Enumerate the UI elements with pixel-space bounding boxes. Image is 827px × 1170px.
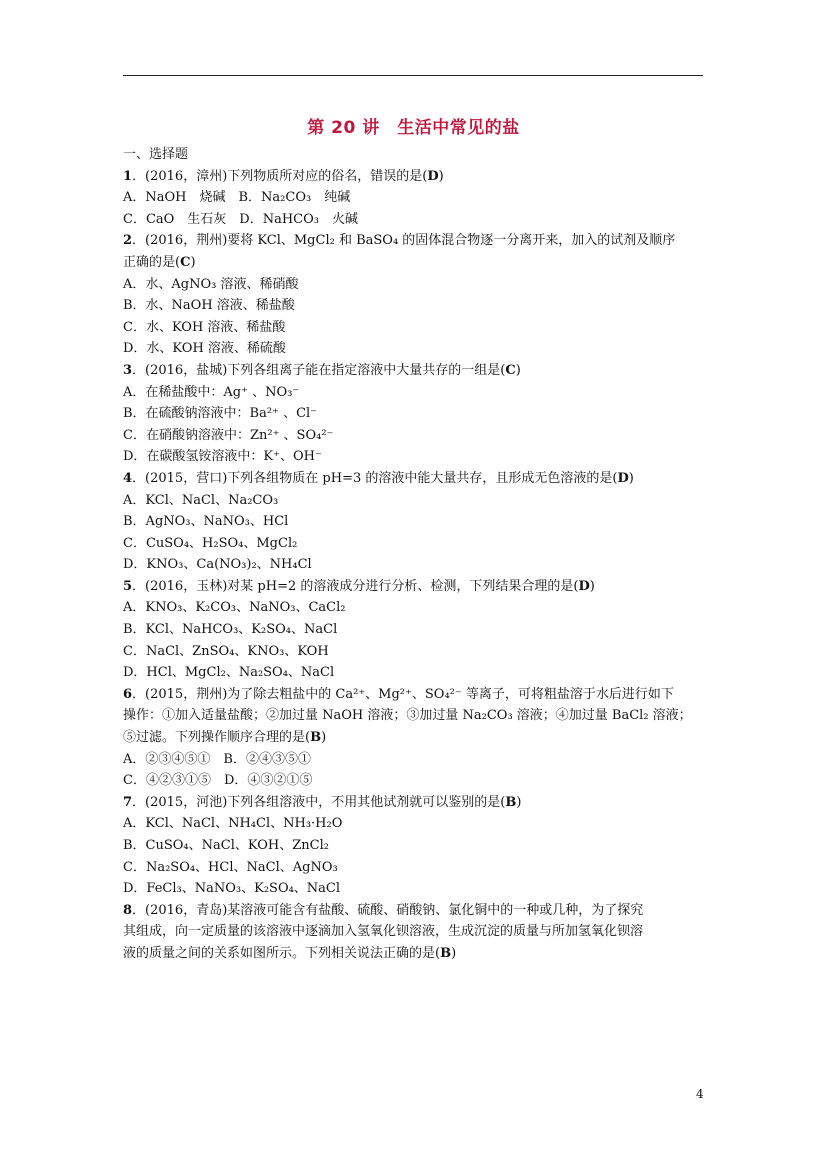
question-number: 3 [123, 362, 133, 378]
option-line: B．CuSO₄、NaCl、KOH、ZnCl₂ [123, 838, 329, 853]
option-line: D．HCl、MgCl₂、Na₂SO₄、NaCl [123, 665, 335, 681]
answer-letter: D [578, 578, 590, 594]
option-line: C．CaO 生石灰 D．NaHCO₃ 火碱 [123, 211, 359, 227]
option-line: A．NaOH 烧碱 B．Na₂CO₃ 纯碱 [123, 190, 351, 206]
option-line: B．KCl、NaHCO₃、K₂SO₄、NaCl [123, 622, 338, 638]
question-6-line-3: ⑤过滤。下列操作顺序合理的是(B) [123, 730, 327, 746]
option-line: D．水、KOH 溶液、稀硫酸 [123, 341, 286, 357]
option-line: C．NaCl、ZnSO₄、KNO₃、KOH [123, 643, 329, 659]
question-3: 3．(2016，盐城)下列各组离子能在指定溶液中大量共存的一组是(C) [123, 362, 521, 378]
option-line: C．在硝酸钠溶液中：Zn²⁺ 、SO₄²⁻ [123, 427, 334, 443]
option-line: C．水、KOH 溶液、稀盐酸 [123, 319, 286, 335]
question-number: 5 [123, 578, 133, 594]
question-stem: ．(2016，漳州)下列物质所对应的俗名，错误的是( [132, 168, 428, 184]
option-line: D．在碳酸氢铵溶液中：K⁺、OH⁻ [123, 449, 322, 465]
option-line: B．水、NaOH 溶液、稀盐酸 [123, 298, 295, 314]
option-line: D．FeCl₃、NaNO₃、K₂SO₄、NaCl [123, 881, 341, 897]
question-8-line-2: 其组成，向一定质量的该溶液中逐滴加入氢氧化钡溶液，生成沉淀的质量与所加氢氧化钡溶 [123, 924, 644, 940]
answer-letter: B [440, 945, 452, 961]
page-title: 第 20 讲 生活中常见的盐 [307, 118, 520, 138]
question-8-line-1: 8．(2016，青岛)某溶液可能含有盐酸、硫酸、硝酸钠、氯化铜中的一种或几种，为了探究 [123, 902, 644, 918]
question-number: 6 [123, 686, 133, 702]
option-line: A．KCl、NaCl、NH₄Cl、NH₃·H₂O [123, 816, 343, 832]
question-stem: ．(2015，河池)下列各组溶液中，不用其他试剂就可以鉴别的是( [132, 794, 506, 810]
question-number: 1 [123, 168, 133, 184]
option-line: D．KNO₃、Ca(NO₃)₂、NH₄Cl [123, 557, 312, 573]
option-line: A．在稀盐酸中：Ag⁺ 、NO₃⁻ [123, 384, 300, 400]
question-6-line-1: 6．(2015，荆州)为了除去粗盐中的 Ca²⁺、Mg²⁺、SO₄²⁻ 等离子，可将粗盐溶于水后进行如下 [123, 686, 674, 702]
option-line: C．④②③①⑤ D．④③②①⑤ [123, 773, 313, 789]
question-number: 7 [123, 794, 133, 810]
page-number: 4 [696, 1087, 704, 1101]
option-line: B．AgNO₃、NaNO₃、HCl [123, 514, 289, 530]
question-2-line-1: 2．(2016，荆州)要将 KCl、MgCl₂ 和 BaSO₄ 的固体混合物逐一分离开来，加入的试剂及顺序 [123, 233, 676, 249]
answer-letter: C [505, 362, 516, 378]
answer-letter: D [617, 470, 629, 486]
answer-letter: B [310, 730, 322, 746]
option-line: A．KCl、NaCl、Na₂CO₃ [123, 492, 279, 508]
option-line: A．KNO₃、K₂CO₃、NaNO₃、CaCl₂ [123, 600, 346, 616]
question-number: 2 [123, 233, 133, 249]
question-2-line-2: 正确的是(C) [123, 254, 196, 270]
option-line: C．CuSO₄、H₂SO₄、MgCl₂ [123, 535, 298, 551]
question-6-line-2: 操作：①加入适量盐酸；②加过量 NaOH 溶液；③加过量 Na₂CO₃ 溶液；④加过量 BaCl₂ 溶液； [123, 708, 692, 724]
question-7: 7．(2015，河池)下列各组溶液中，不用其他试剂就可以鉴别的是(B) [123, 794, 522, 810]
option-line: A．水、AgNO₃ 溶液、稀硝酸 [123, 276, 299, 292]
question-1: 1．(2016，漳州)下列物质所对应的俗名，错误的是(D) [123, 168, 444, 184]
question-stem: ．(2015，营口)下列各组物质在 pH=3 的溶液中能大量共存，且形成无色溶液的是( [132, 470, 618, 486]
question-5: 5．(2016，玉林)对某 pH=2 的溶液成分进行分析、检测，下列结果合理的是(D) [123, 578, 595, 594]
header-rule [123, 75, 703, 76]
answer-letter: C [180, 254, 191, 270]
answer-letter: D [427, 168, 439, 184]
option-line: A．②③④⑤① B．②④③⑤① [123, 751, 311, 767]
question-number: 8 [123, 902, 133, 918]
question-number: 4 [123, 470, 133, 486]
question-stem: ．(2016，玉林)对某 pH=2 的溶液成分进行分析、检测，下列结果合理的是( [132, 578, 579, 594]
option-line: B．在硫酸钠溶液中：Ba²⁺ 、Cl⁻ [123, 406, 318, 422]
question-4: 4．(2015，营口)下列各组物质在 pH=3 的溶液中能大量共存，且形成无色溶液的是(D) [123, 470, 634, 486]
question-stem: ．(2016，盐城)下列各组离子能在指定溶液中大量共存的一组是( [132, 362, 506, 378]
section-heading: 一、选择题 [123, 147, 189, 162]
option-line: C．Na₂SO₄、HCl、NaCl、AgNO₃ [123, 859, 338, 875]
answer-letter: B [505, 794, 517, 810]
question-8-line-3: 液的质量之间的关系如图所示。下列相关说法正确的是(B) [123, 945, 457, 961]
document-body [123, 144, 708, 965]
